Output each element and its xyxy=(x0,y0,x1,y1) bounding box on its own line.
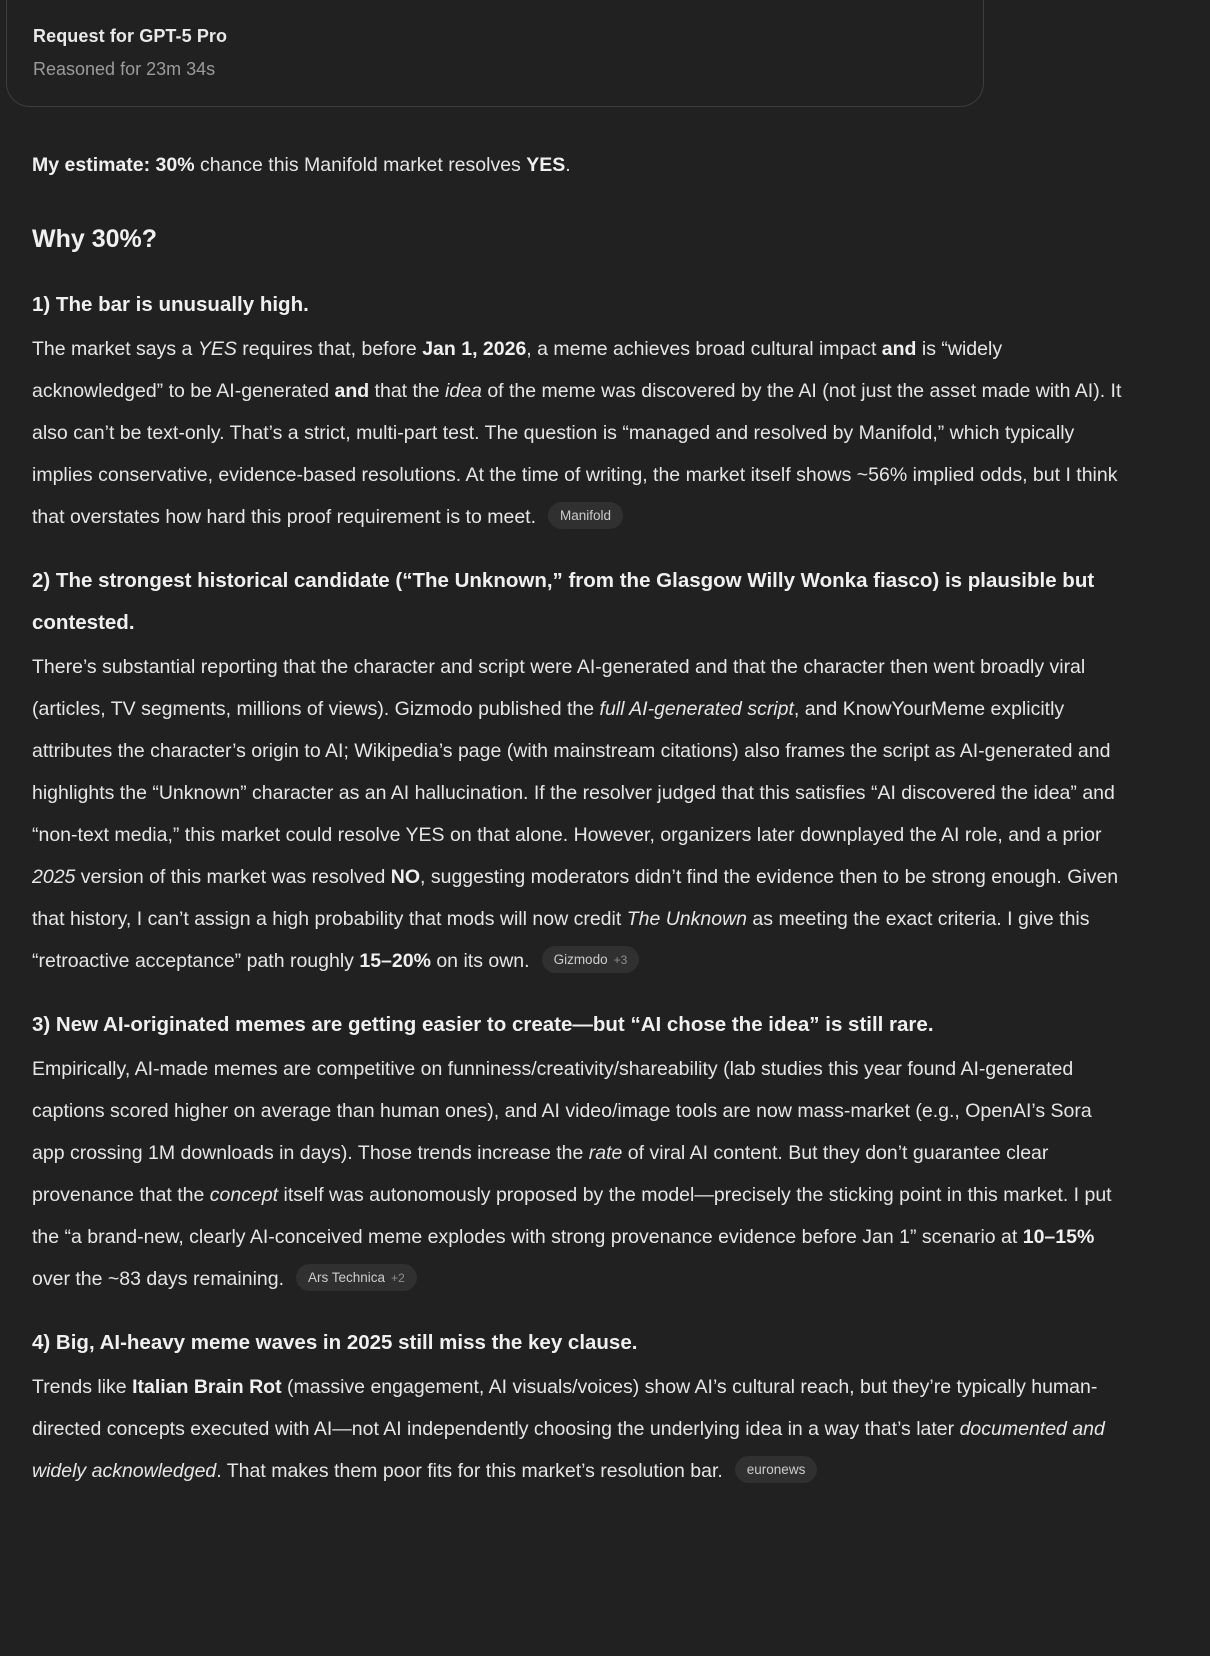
section-3-heading: 3) New AI-originated memes are getting easier to create—but “AI chose the idea” is still rare. xyxy=(32,1013,934,1036)
section-1 xyxy=(32,284,1128,538)
citation-pill-gizmodo[interactable] xyxy=(542,946,640,973)
section-2-body xyxy=(32,646,1128,982)
citation-pill-ars-technica[interactable] xyxy=(296,1264,417,1291)
citation-extra-count: +2 xyxy=(391,1271,405,1285)
reasoning-card-title: Request for GPT-5 Pro xyxy=(33,26,228,46)
section-4 xyxy=(32,1322,1128,1492)
assistant-response xyxy=(32,107,1128,1492)
section-1-heading: 1) The bar is unusually high. xyxy=(32,293,309,316)
citation-pill-manifold[interactable] xyxy=(548,502,623,529)
section-2-text: There’s substantial reporting that the character and script were AI-generated and that the character then went broadly viral (articles, TV segments, millions of views). Gizmodo published the full AI-generated script, and KnowYourMeme explicitly attributes the character’s origin to AI; Wikipedia’s page (with mainstream citations) also frames the script as AI-generated and highlights the “Unknown” character as an AI hallucination. If the resolver judged that this satisfies “AI discovered the idea” and “non-text media,” this market could resolve YES on that alone. However, organizers later downplayed the AI role, and a prior 2025 version of this market was resolved NO, suggesting moderators didn’t find the evidence then to be strong enough. Given that history, I can’t assign a high probability that mods will now credit The Unknown as meeting the exact criteria. I give this “retroactive acceptance” path roughly 15–20% on its own. xyxy=(32,656,1119,972)
reasoning-duration: Reasoned for 23m 34s xyxy=(33,59,216,79)
section-2-heading: 2) The strongest historical candidate (“The Unknown,” from the Glasgow Willy Wonka fiasco) is plausible but contested. xyxy=(32,569,1095,634)
section-4-text: Trends like Italian Brain Rot (massive engagement, AI visuals/voices) show AI’s cultural reach, but they’re typically human-directed concepts executed with AI—not AI independently choosing the underlying idea in a way that’s later documented and widely acknowledged. That makes them poor fits for this market’s resolution bar. xyxy=(32,1376,1105,1482)
citation-pill-euronews[interactable] xyxy=(735,1456,818,1483)
section-3 xyxy=(32,1004,1128,1300)
section-4-body xyxy=(32,1366,1128,1492)
section-3-body xyxy=(32,1048,1128,1300)
section-3-text: Empirically, AI-made memes are competitive on funniness/creativity/shareability (lab studies this year found AI-generated captions scored higher on average than human ones), and AI video/image tools are now mass-market (e.g., OpenAI’s Sora app crossing 1M downloads in days). Those trends increase the rate of viral AI content. But they don’t guarantee clear provenance that the concept itself was autonomously proposed by the model—precisely the sticking point in this market. I put the “a brand-new, clearly AI-conceived meme explodes with strong provenance evidence before Jan 1” scenario at 10–15% over the ~83 days remaining. xyxy=(32,1058,1112,1290)
citation-extra-count: +3 xyxy=(613,953,628,967)
estimate-text: My estimate: 30% chance this Manifold market resolves YES. xyxy=(32,154,571,176)
why-heading: Why 30%? xyxy=(32,225,158,253)
citation-label: euronews xyxy=(746,1462,806,1477)
citation-label: Gizmodo xyxy=(553,952,608,967)
reasoning-card[interactable] xyxy=(6,0,984,107)
estimate-paragraph xyxy=(32,144,1128,186)
section-1-body xyxy=(32,328,1128,538)
section-2 xyxy=(32,560,1128,982)
citation-label: Manifold xyxy=(560,508,612,523)
section-4-heading: 4) Big, AI-heavy meme waves in 2025 still miss the key clause. xyxy=(32,1331,638,1354)
citation-label: Ars Technica xyxy=(308,1270,386,1285)
section-1-text: The market says a YES requires that, before Jan 1, 2026, a meme achieves broad cultural impact and is “widely acknowledged” to be AI-generated and that the idea of the meme was discovered by the AI (not just the asset made with AI). It also can’t be text-only. That’s a strict, multi-part test. The question is “managed and resolved by Manifold,” which typically implies conservative, evidence-based resolutions. At the time of writing, the market itself shows ~56% implied odds, but I think that overstates how hard this proof requirement is to meet. xyxy=(32,338,1122,528)
